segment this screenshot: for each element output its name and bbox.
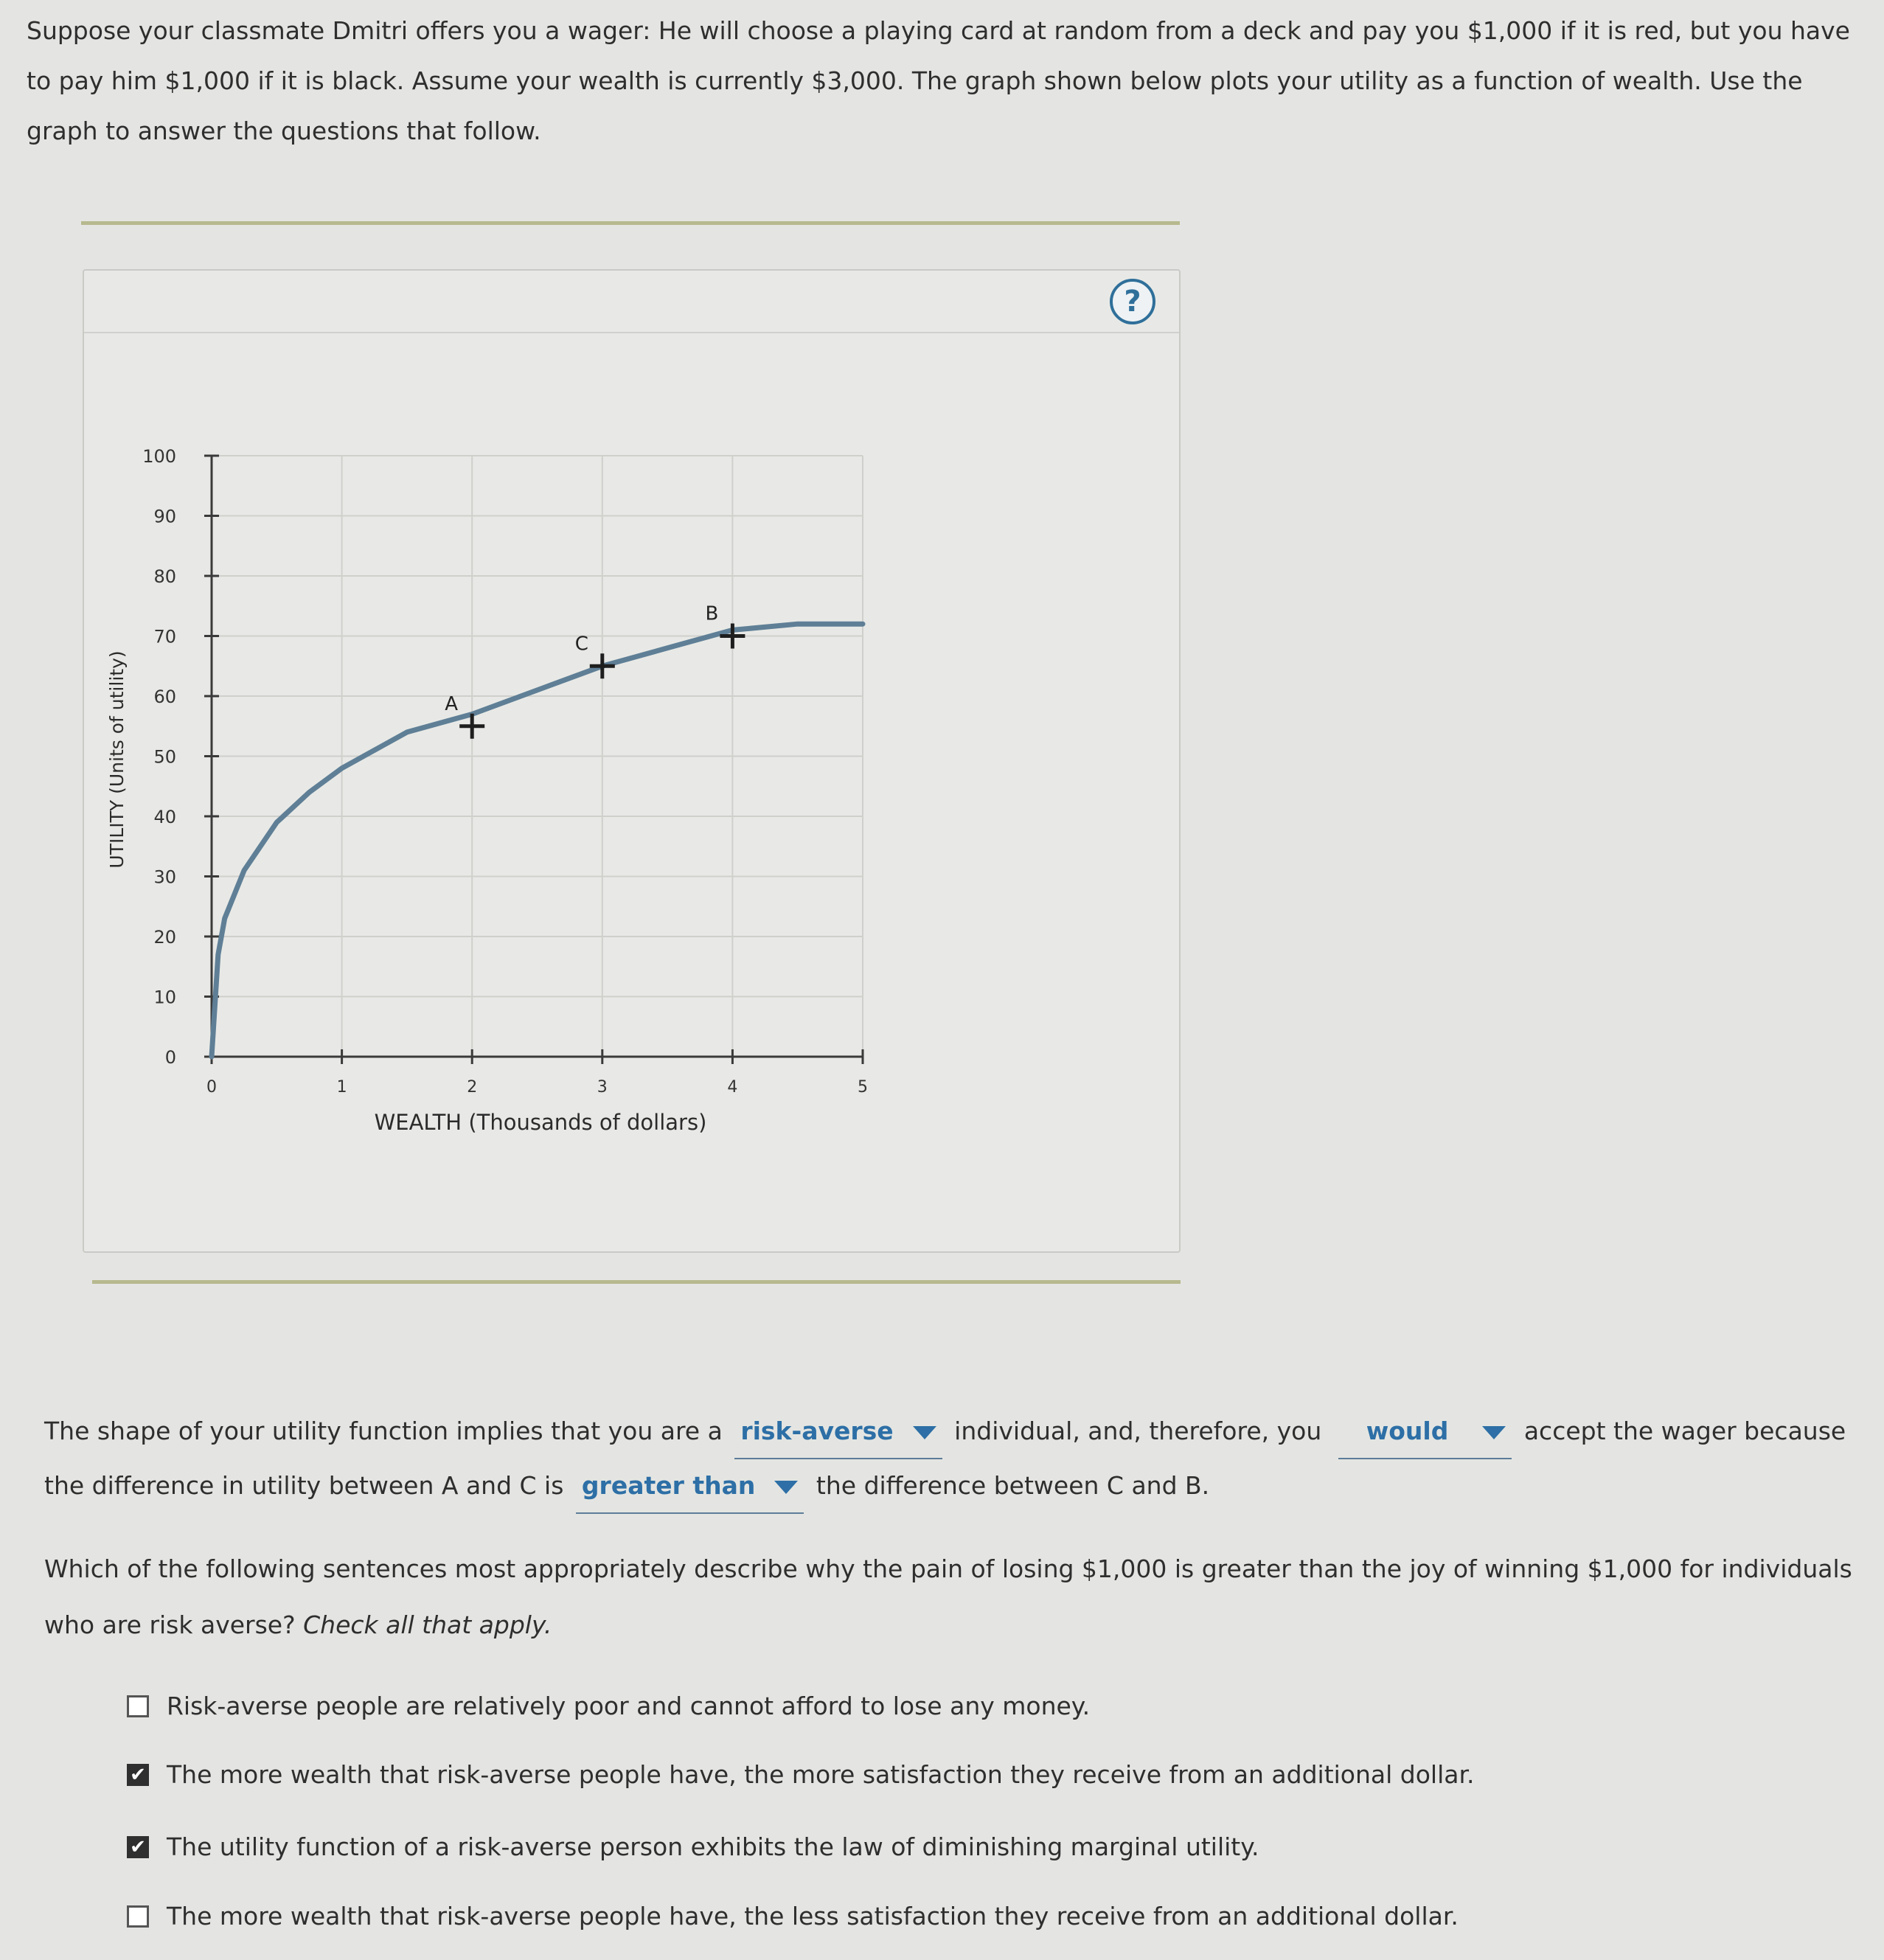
option-3-label: The utility function of a risk-averse person exhibits the law of diminishing marginal utility. [167,1832,1259,1861]
intro-line-3: graph to answer the questions that follow. [27,117,541,145]
y-tick-label: 50 [153,746,176,768]
fill-text-4: the difference in utility between A and C is [44,1471,564,1500]
x-tick-label: 3 [597,1078,608,1097]
y-tick-label: 10 [153,987,176,1008]
y-tick-label: 70 [153,626,176,647]
question-instruction: Check all that apply. [303,1610,552,1639]
x-tick-label: 2 [467,1078,478,1097]
y-tick-label: 90 [153,506,176,527]
y-axis-label: UTILITY (Units of utility) [106,650,128,869]
point-b [705,603,745,649]
y-tick-label: 0 [164,1047,176,1068]
y-tick-label: 80 [153,566,176,587]
option-1[interactable] [127,1692,1090,1720]
chart-series [212,624,863,1057]
y-tick-label: 30 [153,866,176,888]
option-2-label: The more wealth that risk-averse people have, the more satisfaction they receive from an additional dollar. [167,1760,1475,1789]
accept-dropdown[interactable] [1338,1405,1512,1459]
point-label: B [705,602,719,625]
risk-attitude-dropdown[interactable] [734,1405,942,1459]
y-tick-label: 40 [153,807,176,827]
fill-text-2: individual, and, therefore, you [954,1417,1322,1445]
chart-ticks [142,446,868,1097]
y-tick-label: 20 [153,927,176,948]
help-button[interactable]: ? [1110,279,1155,324]
fill-text-3: accept the wager because [1523,1417,1846,1445]
comparison-dropdown[interactable] [576,1459,804,1514]
option-3-checkbox[interactable] [127,1836,149,1858]
utility-curve [212,624,863,1057]
option-2-checkbox[interactable] [127,1764,149,1786]
intro-line-1: Suppose your classmate Dmitri offers you a wager: He will choose a playing card at random from a deck and pay you $1,000 if it is red, but you have [27,16,1850,45]
chevron-down-icon [774,1481,798,1494]
x-axis-label: WEALTH (Thousands of dollars) [374,1110,707,1135]
question-text: Which of the following sentences most appropriately describe why the pain of losing $1,000 is greater than the joy of winning $1,000 for individuals who are risk averse? [44,1554,1852,1639]
option-1-checkbox[interactable] [127,1695,149,1717]
fill-text-5: the difference between C and B. [816,1471,1210,1500]
bottom-divider [92,1280,1181,1284]
comparison-value: greater than [581,1471,756,1500]
option-4-checkbox[interactable] [127,1905,149,1928]
y-tick-label: 100 [142,446,176,467]
point-label: C [574,633,588,656]
x-tick-label: 5 [858,1078,868,1097]
x-tick-label: 1 [336,1078,347,1097]
chevron-down-icon [913,1426,936,1439]
x-tick-label: 4 [727,1078,738,1097]
checkmark-icon: ✔ [130,1835,146,1858]
option-3[interactable] [127,1832,1259,1861]
option-2[interactable] [127,1760,1475,1789]
accept-value: would [1366,1417,1449,1445]
chevron-down-icon [1482,1426,1506,1439]
x-tick-label: 0 [206,1078,217,1097]
checkmark-icon: ✔ [130,1763,146,1786]
fill-text-1: The shape of your utility function implies that you are a [44,1417,723,1445]
point-label: A [445,692,459,715]
risk-attitude-value: risk-averse [740,1417,894,1445]
option-4[interactable] [127,1902,1459,1931]
option-1-label: Risk-averse people are relatively poor and cannot afford to lose any money. [167,1692,1091,1720]
checkbox-question [44,1541,1866,1653]
y-tick-label: 60 [153,687,176,707]
chart-grid [212,456,863,1057]
option-4-label: The more wealth that risk-averse people have, the less satisfaction they receive from an additional dollar. [167,1902,1459,1931]
intro-line-2: to pay him $1,000 if it is black. Assume your wealth is currently $3,000. The graph shown below plots your utility as a function of wealth. Use the [27,66,1803,95]
fill-in-sentence [44,1405,1866,1514]
